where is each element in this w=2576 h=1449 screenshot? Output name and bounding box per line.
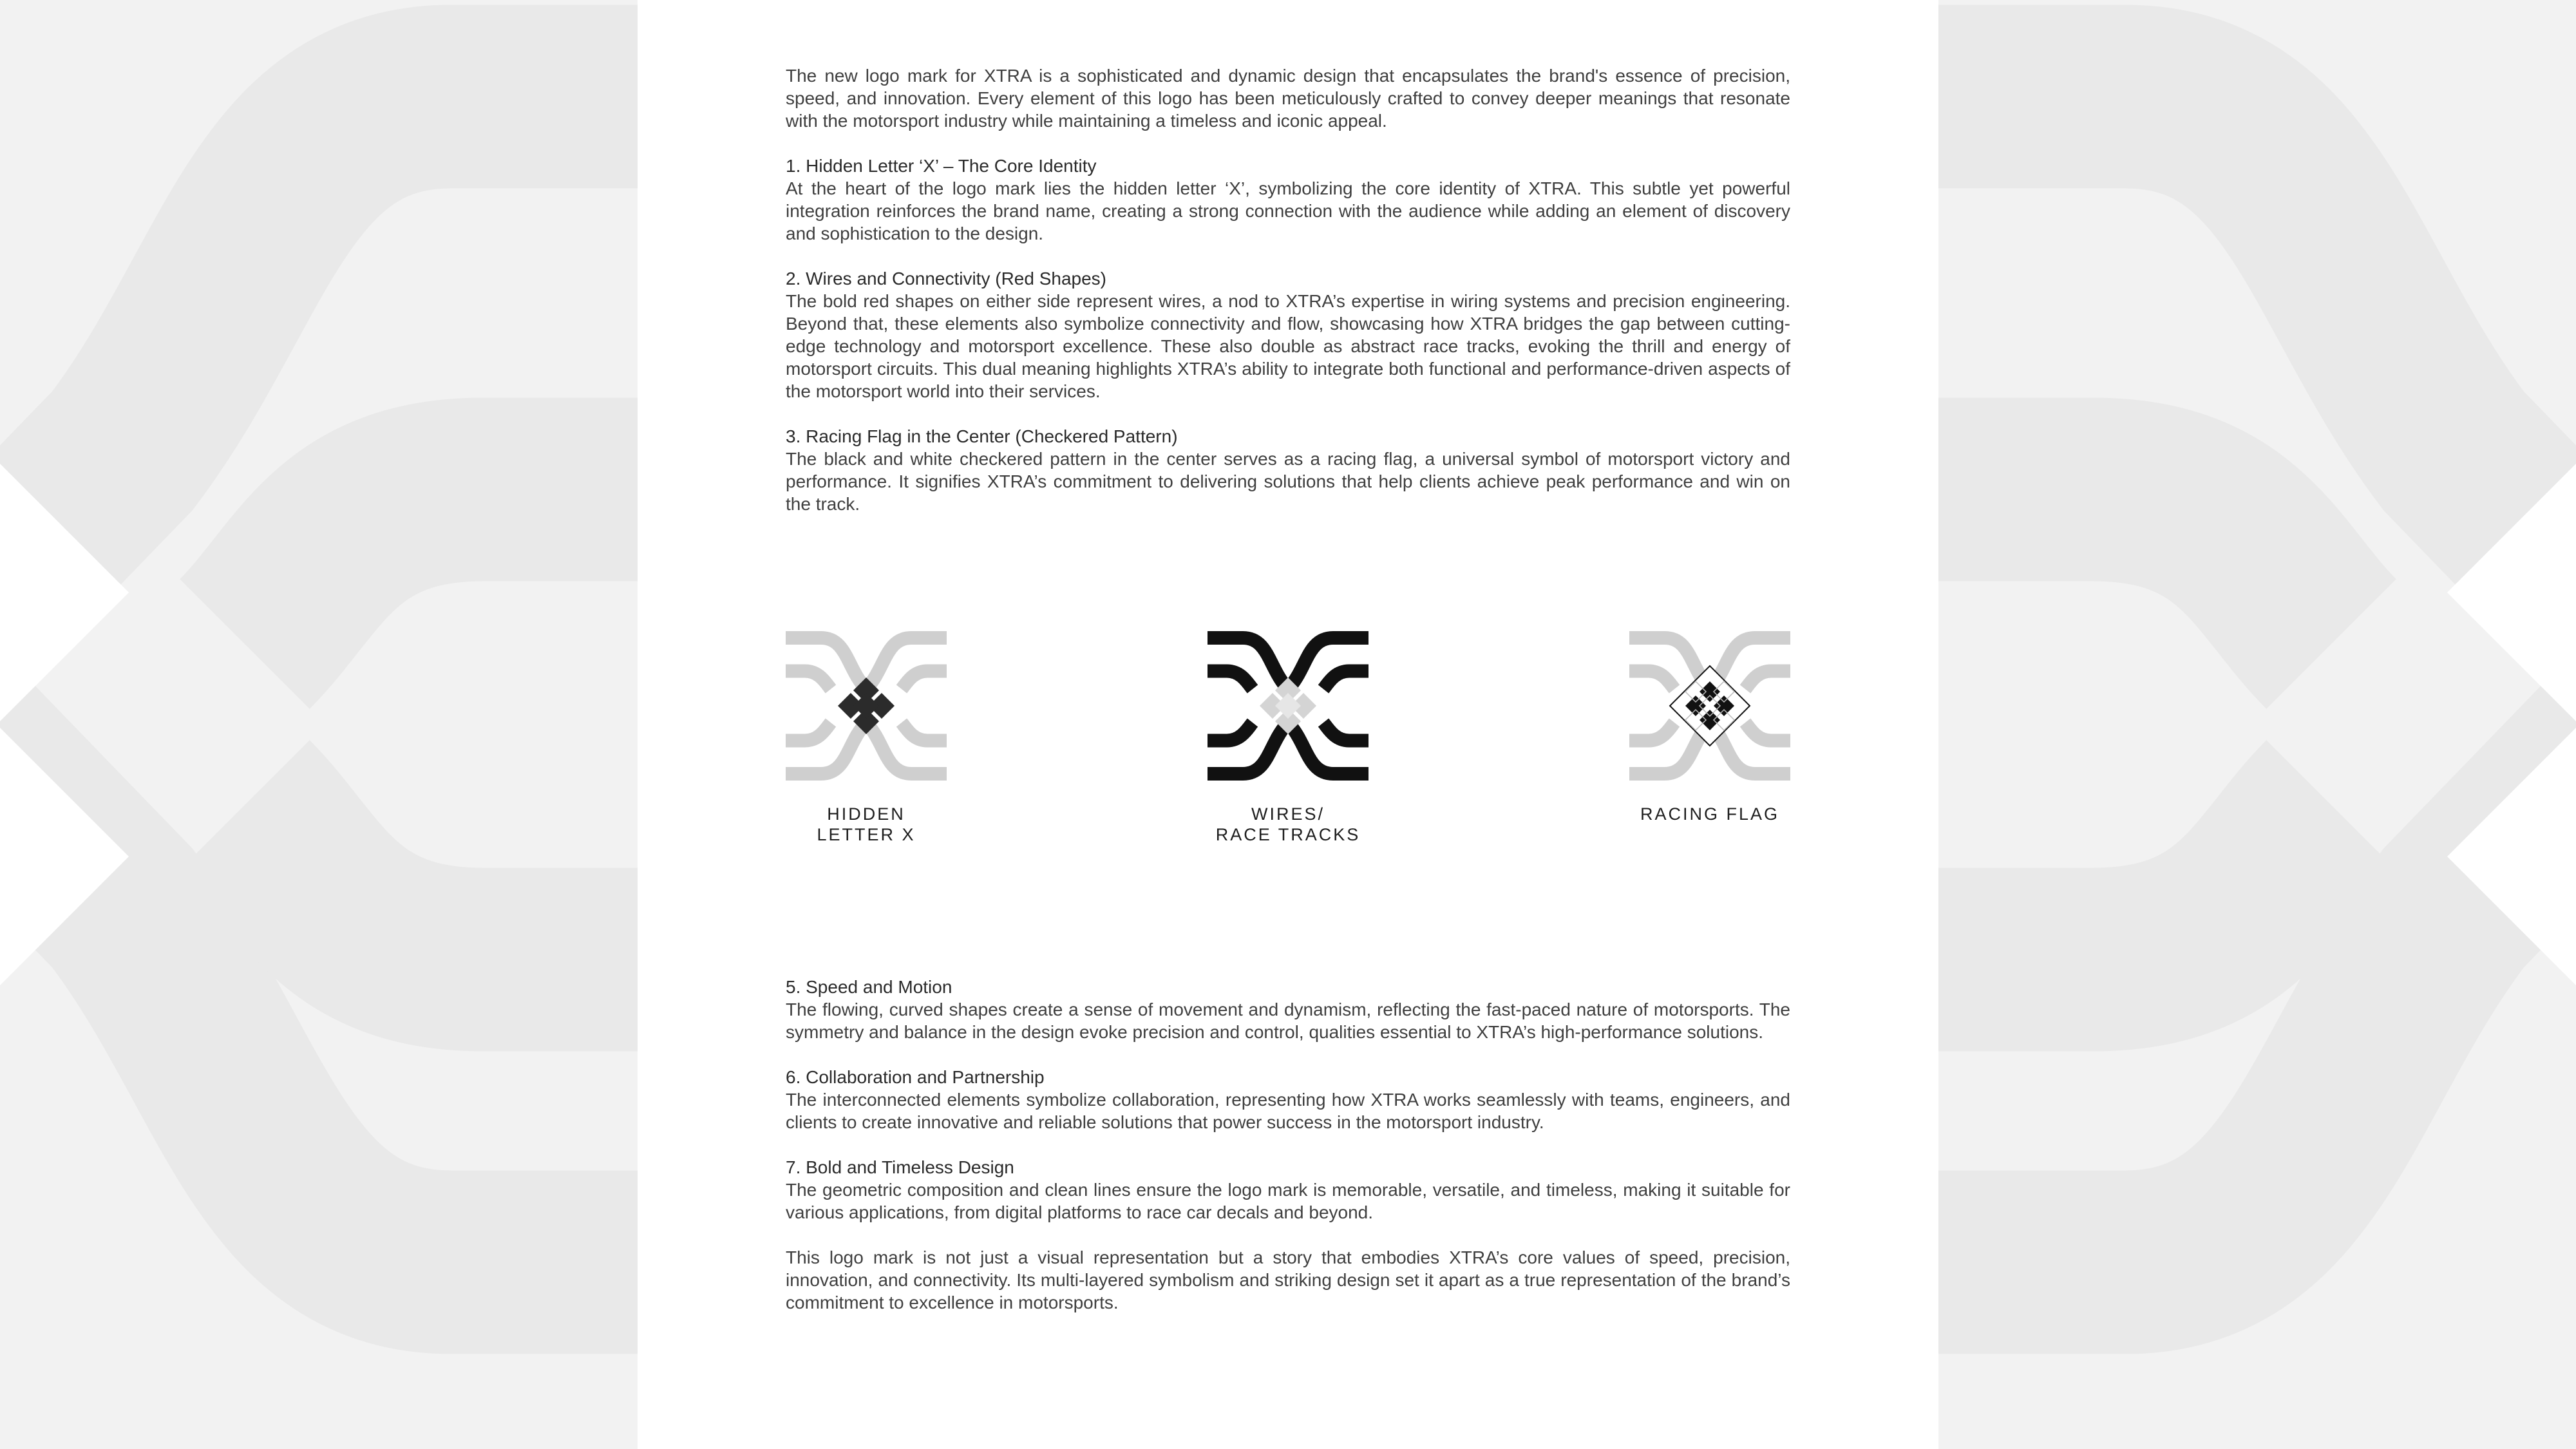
section-body: The interconnected elements symbolize collaboration, representing how XTRA works seamlessly with teams, engineers, and clients to create innovative and reliable solutions that power success in the motorsport industry. [786,1090,1790,1132]
section-wires [786,267,1790,402]
section-heading: 7. Bold and Timeless Design [786,1157,1014,1177]
logo-wires-race-tracks [1208,631,1368,845]
section-heading: 5. Speed and Motion [786,977,952,997]
section-bold-timeless [786,1156,1790,1224]
logo-hidden-letter-x [786,631,947,845]
section-heading: 2. Wires and Connectivity (Red Shapes) [786,269,1106,289]
xtra-logo-mark-icon [1629,631,1790,781]
section-body: The flowing, curved shapes create a sense of movement and dynamism, reflecting the fast-paced nature of motorsports. The symmetry and balance in the design evoke precision and control, qualities essential to XTRA’s high-performance solutions. [786,999,1790,1042]
section-body: At the heart of the logo mark lies the hidden letter ‘X’, symbolizing the core identity of XTRA. This subtle yet powerful integration reinforces the brand name, creating a strong connection with the audience while adding an element of discovery and sophistication to the design. [786,178,1790,243]
section-body: The bold red shapes on either side represent wires, a nod to XTRA’s expertise in wiring systems and precision engineering. Beyond that, these elements also symbolize connectivity and flow, showcasing how XTRA bridges the gap between cutting-edge technology and motorsport excellence. These also double as abstract race tracks, evoking the thrill and energy of motorsport circuits. This dual meaning highlights XTRA’s ability to integrate both functional and performance-driven aspects of the motorsport world into their services. [786,291,1790,401]
xtra-logo-mark-icon [786,631,947,781]
section-heading: 3. Racing Flag in the Center (Checkered Pattern) [786,426,1178,446]
intro-block [786,64,1790,132]
intro-paragraph: The new logo mark for XTRA is a sophisticated and dynamic design that encapsulates the brand's essence of precision, speed, and innovation. Every element of this logo has been meticulously crafted to convey deeper meanings that resonate with the motorsport industry while maintaining a timeless and iconic appeal. [786,66,1790,131]
logo-caption: RACING FLAG [1640,804,1780,824]
xtra-logo-mark-icon [1208,631,1368,781]
section-heading: 6. Collaboration and Partnership [786,1067,1045,1087]
section-hidden-letter [786,155,1790,245]
closing-block [786,1246,1790,1314]
logo-caption: HIDDEN LETTER X [817,804,916,844]
section-heading: 1. Hidden Letter ‘X’ – The Core Identity [786,156,1097,176]
section-collaboration [786,1066,1790,1133]
top-text-section [786,64,1790,538]
closing-paragraph: This logo mark is not just a visual representation but a story that embodies XTRA’s core values of speed, precision, innovation, and connectivity. Its multi-layered symbolism and striking design set it apart as a true representation of the brand’s commitment to excellence in motorsports. [786,1247,1790,1312]
section-racing-flag [786,425,1790,515]
section-body: The geometric composition and clean lines ensure the logo mark is memorable, versatile, and timeless, making it suitable for various applications, from digital platforms to race car decals and beyond. [786,1180,1790,1222]
logo-racing-flag [1629,631,1790,824]
bottom-text-section [786,976,1790,1336]
logo-caption: WIRES/ RACE TRACKS [1215,804,1361,844]
section-body: The black and white checkered pattern in the center serves as a racing flag, a universal symbol of motorsport victory and performance. It signifies XTRA’s commitment to delivering solutions that help clients achieve peak performance and win on the track. [786,449,1790,514]
section-speed-motion [786,976,1790,1043]
